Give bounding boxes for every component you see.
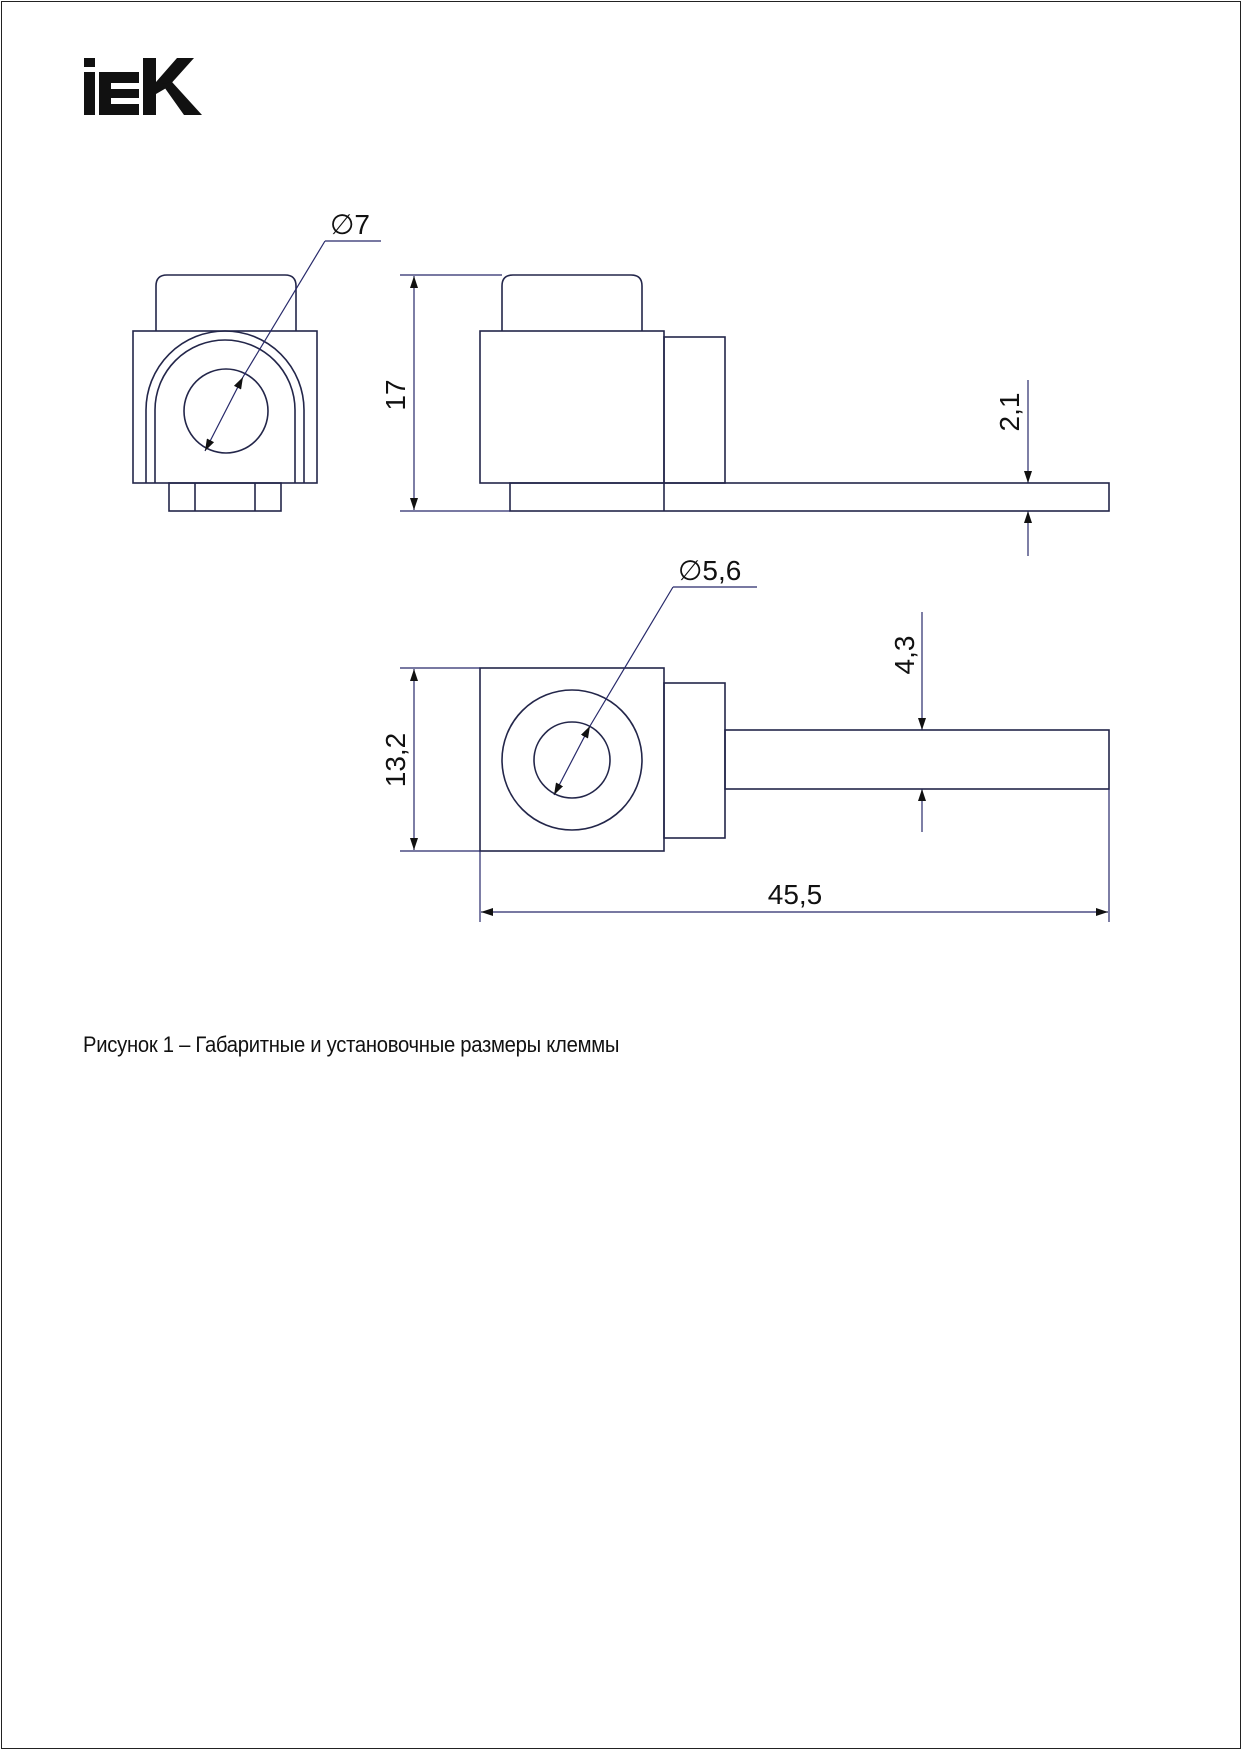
side-view-plate	[510, 483, 1109, 511]
body-width-dimension	[380, 668, 480, 851]
front-view-cap	[156, 275, 296, 331]
front-view-body	[133, 331, 317, 483]
total-length-dimension	[480, 789, 1109, 922]
front-view-diameter-label: ∅7	[330, 209, 370, 240]
figure-caption: Рисунок 1 – Габаритные и установочные размеры клеммы	[83, 1032, 620, 1057]
front-view-diameter-dimension	[205, 209, 381, 451]
side-view-cap	[502, 275, 642, 331]
body-width-label: 13,2	[380, 732, 411, 788]
front-view-foot	[169, 483, 281, 511]
top-view-plate	[725, 730, 1109, 789]
plate-thickness-label: 2,1	[994, 392, 1025, 432]
height-label: 17	[380, 379, 411, 411]
front-view	[133, 275, 317, 511]
side-view-body	[480, 331, 664, 483]
top-view-step	[664, 683, 725, 838]
total-length-label: 45,5	[767, 879, 823, 910]
front-view-outer-arch	[146, 331, 304, 483]
plate-thickness-dimension	[994, 380, 1028, 556]
top-view-diameter-dimension	[554, 555, 757, 795]
top-view-diameter-label: ∅5,6	[678, 555, 742, 586]
top-view	[480, 668, 1109, 851]
plate-width-dimension	[889, 612, 922, 832]
side-view-step	[664, 337, 725, 483]
plate-width-label: 4,3	[889, 635, 920, 675]
height-dimension	[380, 275, 510, 511]
